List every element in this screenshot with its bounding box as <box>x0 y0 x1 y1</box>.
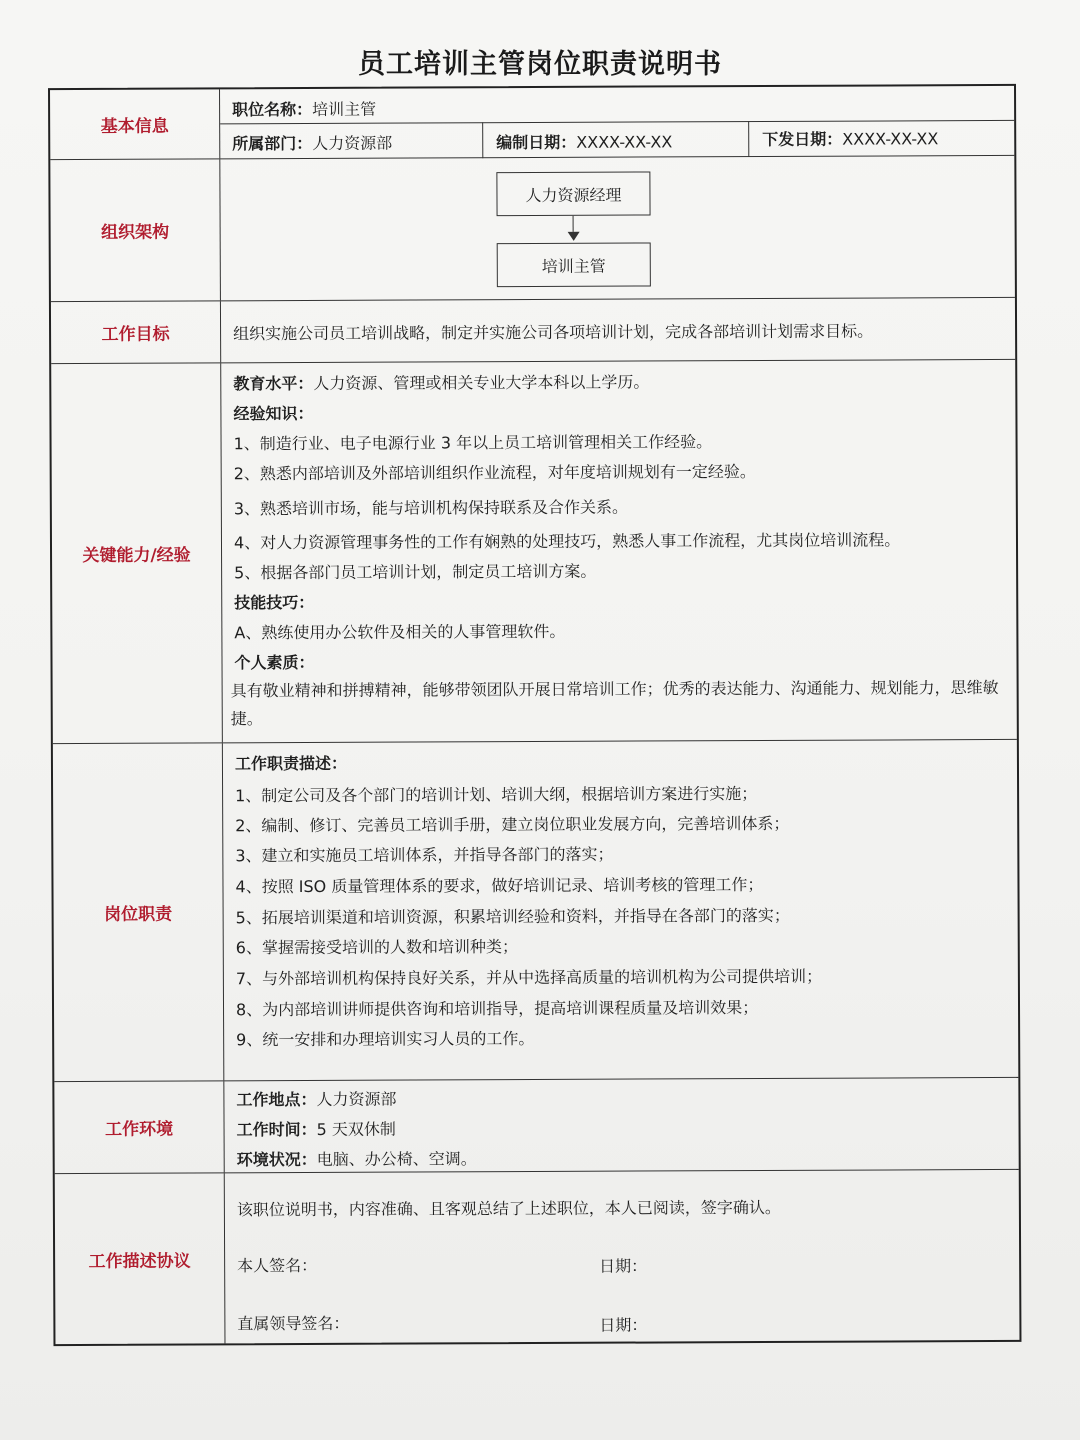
leader-signature-field[interactable]: 直属领导签名： <box>237 1313 350 1334</box>
org-connector-line <box>573 216 574 232</box>
row-duties <box>53 740 1018 1082</box>
row-work-environment <box>54 1078 1018 1174</box>
quality-heading: 个人素质： <box>234 652 315 673</box>
work-place: 工作地点：人力资源部 <box>236 1089 397 1110</box>
duty-item: 6、掌握需接受培训的人数和培训种类； <box>235 937 518 958</box>
experience-item: 3、熟悉培训市场，能与培训机构保持联系及合作关系。 <box>233 497 629 519</box>
duty-item: 2、编制、修订、完善员工培训手册，建立岗位职业发展方向，完善培训体系； <box>235 813 790 836</box>
duty-item: 9、统一安排和办理培训实习人员的工作。 <box>236 1028 535 1050</box>
issue-date <box>762 126 938 150</box>
key-ability-content <box>221 360 1017 742</box>
education-value: 人力资源、管理或相关专业大学本科以上学历。 <box>313 372 650 393</box>
org-chart <box>220 156 1015 300</box>
label-duties: 岗位职责 <box>53 743 224 1081</box>
duties-heading: 工作职责描述： <box>234 753 348 774</box>
label-work-goal: 工作目标 <box>51 301 221 363</box>
agreement-content <box>225 1170 1020 1343</box>
work-time: 工作时间：5 天双休制 <box>236 1119 396 1140</box>
label-org-structure: 组织架构 <box>50 159 221 301</box>
department-value: 人力资源部 <box>312 133 393 153</box>
work-environment-content <box>224 1078 1018 1172</box>
basic-row-divider <box>220 120 1014 124</box>
label-key-ability: 关键能力/经验 <box>51 363 223 743</box>
department-key: 所属部门： <box>232 133 313 154</box>
leader-date-field[interactable]: 日期： <box>599 1315 648 1335</box>
duty-item: 7、与外部培训机构保持良好关系，并从中选择高质量的培训机构为公司提供培训； <box>235 966 823 989</box>
self-signature-field[interactable]: 本人签名： <box>237 1255 318 1276</box>
position-name <box>232 97 376 121</box>
position-name-value: 培训主管 <box>312 99 377 119</box>
row-agreement <box>55 1170 1020 1344</box>
cell-divider-2 <box>748 121 749 157</box>
education-line <box>233 369 649 394</box>
issue-date-value: XXXX-XX-XX <box>842 129 939 149</box>
skill-item: A、熟练使用办公软件及相关的人事管理软件。 <box>234 621 566 643</box>
experience-item: 1、制造行业、电子电源行业 3 年以上员工培训管理相关工作经验。 <box>233 432 713 454</box>
position-name-key: 职位名称： <box>232 99 313 120</box>
compile-date-value: XXXX-XX-XX <box>576 132 673 152</box>
experience-item: 4、对人力资源管理事务性的工作有娴熟的处理技巧，熟悉人事工作流程，尤其岗位培训流程。 <box>233 530 901 553</box>
compile-date <box>496 129 672 153</box>
work-conditions: 环境状况：电脑、办公椅、空调。 <box>236 1149 477 1170</box>
skill-heading: 技能技巧： <box>234 592 315 613</box>
org-box-hr-manager: 人力资源经理 <box>496 171 650 216</box>
duty-item: 4、按照 ISO 质量管理体系的要求，做好培训记录、培训考核的管理工作； <box>235 874 764 897</box>
basic-info-content <box>220 86 1014 158</box>
duty-item: 3、建立和实施员工培训体系，并指导各部门的落实； <box>235 844 614 866</box>
compile-date-key: 编制日期： <box>496 132 577 153</box>
row-key-ability <box>51 360 1017 744</box>
row-org-structure <box>50 156 1015 302</box>
arrow-down-icon <box>568 232 580 241</box>
work-goal-text: 组织实施公司员工培训战略，制定并实施公司各项培训计划，完成各部培训计划需求目标。 <box>233 321 874 344</box>
department <box>232 131 392 155</box>
job-description-table <box>48 84 1021 1346</box>
label-basic-info: 基本信息 <box>50 89 220 159</box>
duties-content <box>223 740 1018 1080</box>
label-work-environment: 工作环境 <box>54 1081 224 1173</box>
cell-divider-1 <box>482 122 483 158</box>
duty-item: 1、制定公司及各个部门的培训计划、培训大纲，根据培训方案进行实施； <box>235 784 758 806</box>
quality-text: 具有敬业精神和拼搏精神，能够带领团队开展日常培训工作；优秀的表达能力、沟通能力、规划能力，思维敏捷。 <box>230 677 999 729</box>
experience-heading: 经验知识： <box>233 403 314 424</box>
document-title: 员工培训主管岗位职责说明书 <box>358 49 722 80</box>
issue-date-key: 下发日期： <box>762 129 843 149</box>
education-key: 教育水平： <box>233 373 314 394</box>
row-basic-info <box>50 86 1014 160</box>
org-box-training-supervisor: 培训主管 <box>497 242 651 287</box>
work-goal-content <box>221 298 1015 362</box>
label-agreement: 工作描述协议 <box>55 1173 226 1344</box>
experience-item: 2、熟悉内部培训及外部培训组织作业流程，对年度培训规划有一定经验。 <box>233 462 756 484</box>
self-date-field[interactable]: 日期： <box>599 1256 648 1276</box>
duty-item: 8、为内部培训讲师提供咨询和培训指导，提高培训课程质量及培训效果； <box>235 998 759 1020</box>
duty-item: 5、拓展培训渠道和培训资源，积累培训经验和资料，并指导在各部门的落实； <box>235 905 790 928</box>
experience-item: 5、根据各部门员工培训计划，制定员工培训方案。 <box>234 561 597 583</box>
row-work-goal <box>51 298 1015 364</box>
agreement-statement: 该职位说明书，内容准确、且客观总结了上述职位，本人已阅读，签字确认。 <box>236 1197 781 1220</box>
